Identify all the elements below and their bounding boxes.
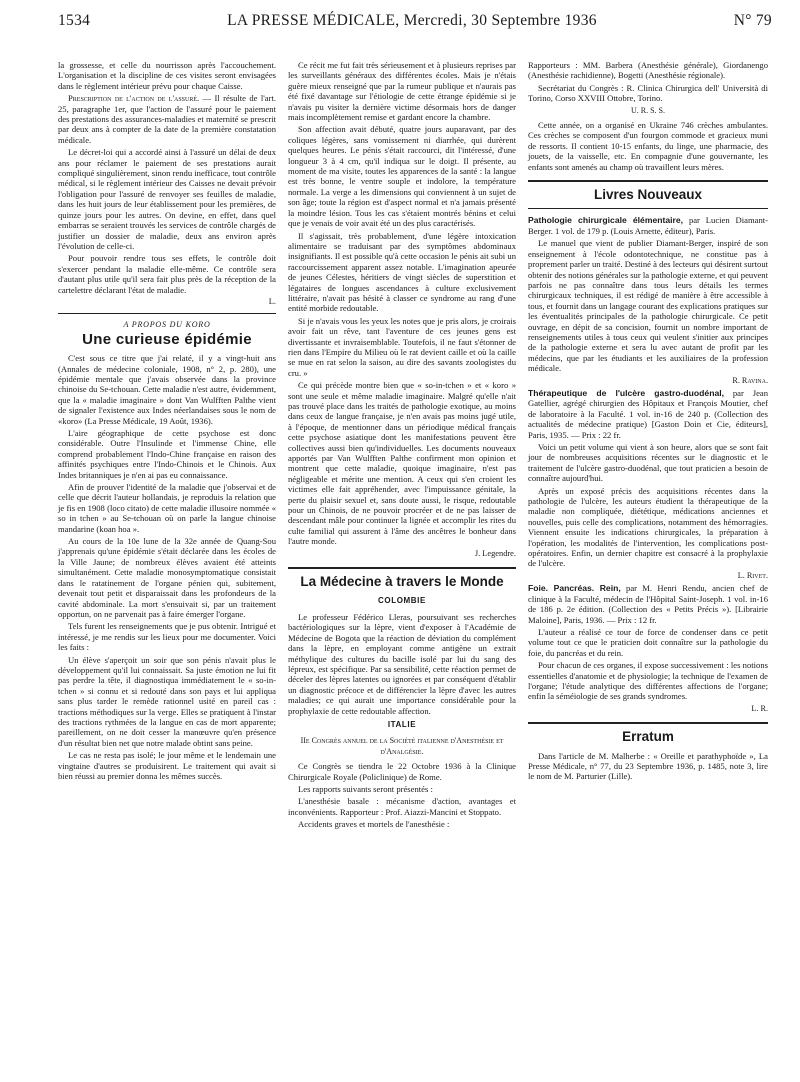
book-entry: Thérapeutique de l'ulcère gastro-duodénal, par Jean Gatellier, agrégé chirurgien des Hôpitaux et François Moutier, chef de laboratoire à la Faculté. 1 vol. in-16 de 240 p. (Collection des actualités de médecine pratique) [Gaston Doin et Cie, éditeurs], Paris, 1935. — Prix : 22 fr.: [528, 387, 768, 440]
divider: [528, 208, 768, 209]
paragraph: Ce qui précède montre bien que « so-in-tchen » et « koro » sont une seule et même maladie imaginaire. Malgré qu'elle n'ait pas trouvé place dans les traités de pathologie exotique, au moins dans ceux de langue française, je n'en avais pas moins jugé utile, à l'époque, de mentionner dans un périodique médical français cette psychose asiatique dont les manifestations peuvent être collectives aussi bien qu'individuelles. Les documents nouveaux apportés par Van Wulfften Palthe confirment mon opinion et montrent que cette maladie, quoique imaginaire, n'est pas négligeable et mérite une mention. A ceux qui s'en croient les victimes elle fait appréhender, avec l'impuissance génitale, la perte du plaisir sexuel et, sans doute aussi, le risque, redoutable pour un Chinois, de ne pouvoir procréer et de ne pas laisser de descendant mâle pour continuer la lignée et accomplir les rites du culte familial qui assurent à l'âme des ancêtres le bonheur dans l'autre monde.: [288, 380, 516, 547]
paragraph: Pour pouvoir rendre tous ses effets, le contrôle doit s'exercer pendant la maladie elle-même. Ce contrôle sera d'autant plus utile qu'il sera fait plus près de la réception de la cartelettre déclarant l'état de maladie.: [58, 253, 276, 295]
paragraph: la grossesse, et celle du nourrisson après l'accouchement. L'organisation et la discipline de ces visites seront envisagées dans le règlement intérieur prévu pour chaque Caisse.: [58, 60, 276, 91]
book-title: Pathologie chirurgicale élémentaire,: [528, 215, 684, 226]
paragraph: Ce Congrès se tiendra le 22 Octobre 1936 à la Clinique Chirurgicale Royale (Policlinique) de Rome.: [288, 761, 516, 782]
paragraph: L'aire géographique de cette psychose est donc considérable. Outre l'Insulinde et l'immense Chine, elle comprend probablement l'Indo-Chine française en raison des affinités psychiques entre l'Indo-Chinois et le Chinois. Aux Indes britanniques je n'en ai pas eu connaissance.: [58, 428, 276, 480]
paragraph: Afin de prouver l'identité de la maladie que j'observai et de celle que décrit l'auteur hollandais, je reproduis la relation que je fis en 1908 (loco citato) de cette maladie illusoire nommée « so in tchen » au Se-tchouan où on parle la langue chinoise mandarine (koan hoa ».: [58, 482, 276, 534]
divider: [528, 180, 768, 182]
section-heading: Prescription de l'action de l'assuré.: [68, 93, 200, 104]
section-title: Erratum: [622, 729, 674, 745]
column-3: [528, 60, 768, 784]
signature: L.: [268, 296, 276, 306]
book-entry: Foie. Pancréas. Rein, par M. Henri Rendu, ancien chef de clinique à la Faculté, médecin de l'Hôpital Saint-Joseph. 1 vol. in-16 de 186 p. 2e édition. (Collection des « Petits Précis »). [Librairie Maloine], Paris, 1936. — Prix : 12 fr.: [528, 583, 768, 625]
country-heading: U. R. S. S.: [630, 105, 665, 115]
book-title: Thérapeutique de l'ulcère gastro-duodénal,: [528, 387, 725, 398]
signature: R. Ravina.: [732, 375, 768, 385]
paragraph: C'est sous ce titre que j'ai relaté, il y a vingt-huit ans (Annales de médecine coloniale, 1908, n° 2, p. 280), une épidémie mentale que j'avais observée dans la province chinoise du Se-tchouan. Cette maladie n'est autre, évidemment, que la « maladie imaginaire » dont Van Wulfften Palthe vient de signaler l'existence aux Indes néerlandaises sous le nom de «koro» (La Presse Médicale, 19 Août, 1936).: [58, 353, 276, 426]
paragraph: Ce récit me fut fait très sérieusement et à plusieurs reprises par les surveillants généraux des différentes écoles. Mais je n'étais guère mieux renseigné que par la rumeur publique et n'aurais pas été fixé davantage sur l'étiologie de cette étrange épidémie si je n'avais pu visiter la dernière victime désormais hors de danger mais incomplètement remise et gardant encore la chambre.: [288, 60, 516, 123]
congress-title: IIe Congrès annuel de la Société italienne d'Anesthésie et d'Analgésie.: [300, 736, 504, 756]
country-heading: COLOMBIE: [378, 595, 426, 605]
issue-number: N° 79: [733, 12, 772, 29]
paragraph: L'anesthésie basale : mécanisme d'action, avantages et inconvénients. Rapporteur : Prof. Aiazzi-Mancini et Stoppato.: [288, 796, 516, 817]
signature: J. Legendre.: [474, 548, 516, 558]
column-1: [58, 60, 276, 783]
paragraph: Le cas ne resta pas isolé; le jour même et le lendemain une vingtaine d'autres se produisirent. Le traitement qui avait si bien réussi au premier donna les mêmes succès.: [58, 750, 276, 781]
paragraph: Un élève s'aperçoit un soir que son pénis n'avait plus le développement qu'il lui connaissait. Sa juste émotion ne lui fit pas perdre la tête, il diagnostiqua immédiatement le « so-in-tchen » si connu et si redouté dans son pays et lui appliqua sans plus tarder le remède rationnel usité en pareil cas : tractions méthodiques sur la verge. Elles se pratiquent à l'instar des tractions rythmées de la langue en cas de mort apparente; pareillement, on ne doit cesser la manœuvre qu'en présence d'un résultat bien net que notre malade obtint sans peine.: [58, 654, 276, 748]
divider: [58, 313, 276, 314]
paragraph: Le professeur Fédérico Lleras, poursuivant ses recherches bactériologiques sur la lèpre, vient d'exposer à l'Académie de Médecine de Bogota que la réaction de déviation du complément dans la lèpre, en employant comme antigène un extrait méthylique des cultures du bacille isolé par lui du sang des lépreux, est spécifique. Par sa sensibilité, cette réaction permet de déceler des lèpres latentes ou ignorées et par conséquent d'établir un diagnostic précoce et de différencier la lèpre d'avec les autres maladies; ce qui aurait une importance considérable pour la prophylaxie de cette redoutable affection.: [288, 611, 516, 716]
paragraph: Rapporteurs : MM. Barbera (Anesthésie générale), Giordanengo (Anesthésie rachidienne), Bogetti (Anesthésie régionale).: [528, 60, 768, 81]
page-number: 1534: [58, 12, 91, 29]
section-title: La Médecine à travers le Monde: [300, 574, 504, 590]
signature: L. R.: [751, 703, 768, 713]
paragraph: Le décret-loi qui a accordé ainsi à l'assuré un délai de deux ans pour réclamer le paiement de ses prestations aurait compliqué singulièrement, sinon rendu inefficace, tout contrôle médical, si le règlement intérieur des Caisses ne devait prévoir l'obligation pour l'assuré de renvoyer ses feuilles de maladie, dans les huit jours de leur établissement pour les premières, de quinze jours pour les autres. On devine, en effet, dans quel embarras se seraient trouvés les services de contrôle chargés de justifier un dossier de maladie, deux ans environ après l'évolution de celle-ci.: [58, 147, 276, 251]
paragraph: Voici un petit volume qui vient à son heure, alors que se sont fait jour de nombreuses acquisitions récentes sur le diagnostic et le traitement de l'ulcère gastro-duodénal, que tout praticien a besoin de connaître aujourd'hui.: [528, 442, 768, 484]
divider: [288, 567, 516, 569]
signature: L. Rivet.: [737, 570, 768, 580]
journal-title: LA PRESSE MÉDICALE, Mercredi, 30 Septembre 1936: [227, 12, 597, 29]
book-entry: Pathologie chirurgicale élémentaire, par Lucien Diamant-Berger. 1 vol. de 179 p. (Louis Arnette, éditeur), Paris.: [528, 215, 769, 236]
paragraph: Secrétariat du Congrès : R. Clinica Chirurgica dell' Università di Torino, Corso XXVIII Ottobre, Torino.: [528, 82, 768, 104]
article-kicker: A PROPOS DU KORO: [123, 320, 211, 330]
page-header: [58, 12, 772, 34]
paragraph: Si je n'avais vous les yeux les notes que je pris alors, je croirais avoir fait un rêve, tant l'aventure de ces jeunes gens est divertissante et invraisemblable. Toutefois, il ne faut s'étonner de rien dans l'Empire du Milieu où le rat devient caille et où la caille se mue en rat selon la saison, au dire des savants zoologistes du cru. »: [288, 315, 516, 378]
paragraph: Tels furent les renseignements que je pus obtenir. Intrigué et intéressé, je me rendis sur les lieux pour me documenter. Voici les faits :: [58, 621, 276, 653]
paragraph: Les rapports suivants seront présentés :: [298, 784, 433, 794]
column-2: [288, 60, 516, 832]
paragraph: Cette année, on a organisé en Ukraine 746 crèches ambulantes. Ces crèches se composent d'un fourgon commode et gracieux muni de ressorts. Il contient 10-15 enfants, du linge, une pharmacie, des jouets, de la vaisselle, etc. En compagnie d'une gouvernante, les enfants sont amenés au champ où travaillent leurs mères.: [528, 120, 768, 172]
paragraph: Au cours de la 10e lune de la 32e année de Quang-Sou j'apprenais qu'une épidémie s'était déclarée dans les écoles de la Ville Jaune; de nombreux élèves avaient été atteints simultanément. Cette maladie monosymptomatique consistait dans le ratatinement de l'organe pénien qui, subitement, devenait tout petit et disparaissait dans les profondeurs de la cavité abdominale. La mort s'ensuivait si, par un traitement opportun, on ne parvenait pas à faire émerger l'organe.: [58, 536, 276, 619]
paragraph: Accidents graves et mortels de l'anesthésie :: [298, 819, 450, 830]
country-heading: ITALIE: [387, 719, 417, 729]
section-title: Livres Nouveaux: [593, 187, 703, 203]
divider: [528, 722, 768, 724]
paragraph: Le manuel que vient de publier Diamant-Berger, inspiré de son enseignement à l'école odontotechnique, ne constitue pas à proprement parler un traité. Destiné à des lecteurs qui désirent surtout obtenir des notions générales sur la pathologie externe, et qui peuvent parfois ne pas connaître dans tous leurs détails les termes chirurgicaux techniques, il est rédigé de manière à être accessible à tous, et fournit dans un langage courant des explications pratiques sur les éventualités principales de la pathologie chirurgicale. Ce petit ouvrage, en dépit de sa concision, fournit un nombre important de renseignements utiles à tous ceux qui veulent s'initier aux principes de la pathologie externe et sera lu avec autant de profit par les médecins, que par les étudiants et les auxiliaires de la profession médicale.: [528, 238, 768, 374]
paragraph: Pour chacun de ces organes, il expose successivement : les notions essentielles d'anatomie et de physiologie; la technique de l'examen de l'organe; l'étude analytique des différentes affections de l'organe; enfin la séméiologie de ses grands syndromes.: [528, 660, 768, 702]
book-title: Foie. Pancréas. Rein,: [528, 583, 621, 594]
paragraph: Son affection avait débuté, quatre jours auparavant, par des coliques légères, sans vomissement ni diarrhée, qui durèrent quelques heures. Le pénis s'était raccourci, dit l'intéressé, d'une longueur 3 à 4 cm, qu'il indiqua sur le doigt. Il présente, au moment de ma visite, toutes les apparences de la santé : la langue est très bonne, le ventre souple et indolore, la température normale. La verge a les dimensions qui conviennent à un sujet de son âge; toute la région est d'aspect normal et n'a jamais présenté la moindre lésion. Tous les cas s'étaient montrés bénins et celui que je venais de voir avait été un des plus caractérisés.: [288, 124, 516, 229]
paragraph: Il s'agissait, très probablement, d'une légère intoxication alimentaire se traduisant par des symptômes abdominaux insignifiants. Il est possible qu'à cette occasion le pénis ait subi un raccourcissement apparent assez notable. L'imagination apeurée de jeunes Célestes, héritiers de vingt siècles de superstition et légataires de longues ascendances à culture exclusivement littéraire, n'avait pas hésité à classer ce syndrome au rang d'une entité morbide redoutable.: [288, 230, 516, 314]
paragraph: Prescription de l'action de l'assuré. — Il résulte de l'art. 25, paragraphe 1er, que l'action de l'assuré pour le paiement des prestations des assurances-maladies et maternité se prescrit par deux ans à compter de la date de la première constatation médicale.: [58, 93, 276, 145]
paragraph: Dans l'article de M. Malherbe : « Oreille et parathyphoïde », La Presse Médicale, n° 77, du 23 Septembre 1936, p. 1485, note 3, lire le nom de M. Parturier (Lille).: [528, 750, 768, 782]
paragraph: Après un exposé précis des acquisitions récentes dans la pathologie de l'ulcère, les auteurs étudient la thérapeutique de la maladie non compliquée, diététique, médications anciennes et nouvelles, puis celle des complications, notamment des hémorragies. Viennent ensuite les indications chirurgicales, la préparation à l'opération, les modalités de l'intervention, les complications post-opératoires. Enfin, un dernier chapitre est consacré à la prophylaxie de l'ulcère.: [528, 485, 768, 569]
article-headline: Une curieuse épidémie: [82, 330, 252, 348]
paragraph: L'auteur a réalisé ce tour de force de condenser dans ce petit volume tout ce que le praticien doit connaître sur la pathologie du foie, du pancréas et du rein.: [528, 626, 768, 658]
